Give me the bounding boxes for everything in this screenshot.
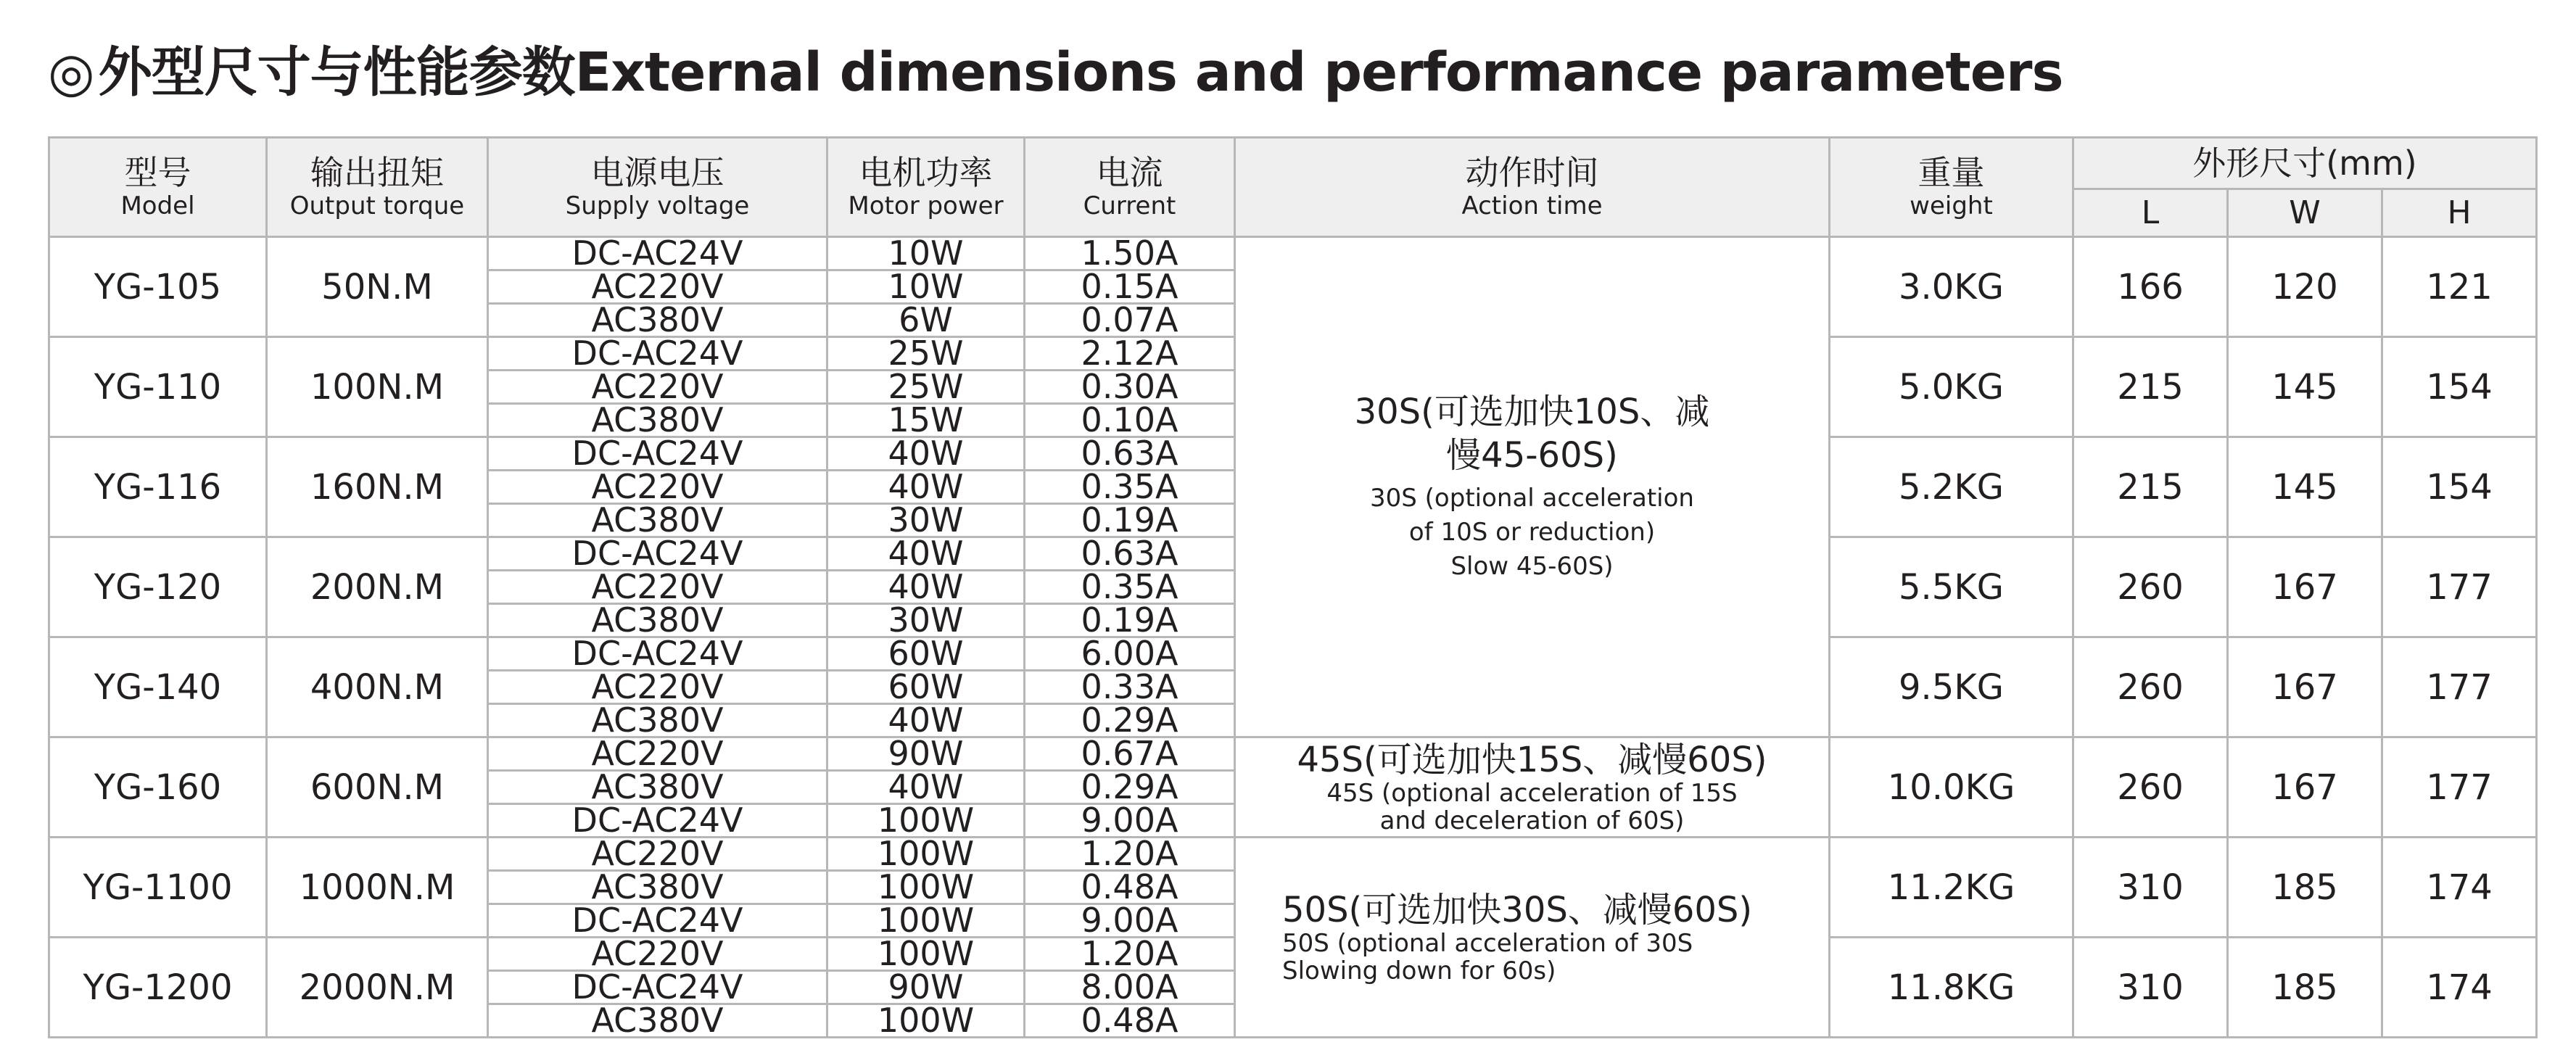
table-body [49,237,2537,1038]
voltage-value: AC380V [489,1003,826,1036]
action-en-line: 45S (optional acceleration of 15S [1326,778,1738,808]
voltages-cell [488,437,827,537]
voltage-value: DC-AC24V [571,336,743,373]
weight-cell: 5.5KG [1830,537,2073,637]
voltage-value: AC380V [489,603,826,636]
power-value: 40W [828,569,1023,603]
header-current [1025,138,1235,237]
dim-l-cell: 260 [2073,537,2228,637]
torque-cell: 100N.M [267,337,488,437]
torque-cell: 1000N.M [267,838,488,938]
header-torque [267,138,488,237]
power-value: 40W [828,703,1023,736]
table-row [49,838,2537,938]
power-value: 100W [828,803,1023,836]
action-en-line: of 10S or reduction) [1408,518,1656,547]
currents-cell [1025,938,1235,1038]
voltage-value: AC220V [591,837,724,873]
power-value: 10W [888,236,964,273]
voltages-cell [488,337,827,437]
voltage-value: AC220V [591,937,724,973]
current-value: 2.12A [1081,336,1178,373]
header-weight-en: weight [1910,191,1993,220]
voltages-cell [488,537,827,637]
torque-cell: 160N.M [267,437,488,537]
voltages-cell [488,737,827,838]
weight-cell: 10.0KG [1830,737,2073,838]
table-row [49,737,2537,838]
dim-h-cell: 174 [2382,838,2537,938]
header-current-en: Current [1083,191,1176,220]
torque-cell: 2000N.M [267,938,488,1038]
dim-h-cell: 177 [2382,737,2537,838]
header-weight [1830,138,2073,237]
header-action-en: Action time [1461,191,1603,220]
weight-cell: 9.5KG [1830,637,2073,737]
current-value: 0.07A [1025,302,1234,336]
action-zh-line: 慢45-60S) [1446,435,1618,476]
dim-h-cell: 174 [2382,938,2537,1038]
currents-cell [1025,437,1235,537]
power-value: 15W [828,402,1023,436]
header-power [827,138,1025,237]
current-value: 1.20A [1081,937,1178,973]
current-value: 9.00A [1025,903,1234,936]
voltage-value: DC-AC24V [489,903,826,936]
power-value: 100W [828,1003,1023,1036]
header-torque-zh: 输出扭矩 [310,153,444,192]
powers-cell [827,337,1025,437]
powers-cell [827,637,1025,737]
voltage-value: AC380V [489,302,826,336]
current-value: 8.00A [1025,970,1234,1003]
power-value: 40W [888,437,964,473]
header-power-en: Motor power [848,191,1004,220]
voltage-value: AC220V [489,469,826,503]
voltage-value: DC-AC24V [489,970,826,1003]
header-model [49,138,267,237]
header-dim-w: W [2228,189,2382,237]
torque-cell: 400N.M [267,637,488,737]
dim-l-cell: 215 [2073,337,2228,437]
power-value: 60W [828,669,1023,703]
header-power-zh: 电机功率 [859,153,993,192]
action-en-line: 30S (optional acceleration [1370,484,1694,513]
torque-cell: 600N.M [267,737,488,838]
double-circle-icon: ◎ [48,41,94,104]
current-value: 0.35A [1025,569,1234,603]
power-value: 100W [828,869,1023,903]
header-action-zh: 动作时间 [1465,153,1599,192]
voltage-value: AC220V [489,269,826,302]
header-model-zh: 型号 [124,153,191,192]
header-voltage-zh: 电源电压 [590,153,724,192]
header-model-en: Model [120,191,195,220]
currents-cell [1025,537,1235,637]
page-title-text: 外型尺寸与性能参数External dimensions and performance parameters [98,41,2063,104]
powers-cell [827,737,1025,838]
current-value: 0.63A [1081,537,1178,573]
voltage-value: AC220V [489,569,826,603]
dim-l-cell: 215 [2073,437,2228,537]
dim-h-cell: 177 [2382,537,2537,637]
dim-l-cell: 166 [2073,237,2228,337]
model-cell: YG-110 [49,337,267,437]
dim-w-cell: 185 [2228,938,2382,1038]
powers-cell [827,537,1025,637]
voltage-value: DC-AC24V [571,236,743,273]
weight-cell: 11.8KG [1830,938,2073,1038]
current-value: 1.50A [1081,236,1178,273]
dim-l-cell: 310 [2073,838,2228,938]
powers-cell [827,838,1025,938]
action-time-cell [1235,737,1830,838]
power-value: 40W [828,469,1023,503]
header-current-zh: 电流 [1096,153,1163,192]
current-value: 1.20A [1081,837,1178,873]
power-value: 6W [828,302,1023,336]
current-value: 0.19A [1025,603,1234,636]
voltage-value: DC-AC24V [489,803,826,836]
currents-cell [1025,237,1235,337]
model-cell: YG-1200 [49,938,267,1038]
dim-w-cell: 185 [2228,838,2382,938]
current-value: 0.29A [1025,703,1234,736]
power-value: 30W [828,603,1023,636]
current-value: 0.19A [1025,503,1234,536]
action-en-line: Slow 45-60S) [1450,552,1614,581]
currents-cell [1025,737,1235,838]
currents-cell [1025,637,1235,737]
currents-cell [1025,838,1235,938]
header-weight-zh: 重量 [1917,153,1985,192]
action-time-cell [1235,838,1830,1038]
current-value: 0.10A [1025,402,1234,436]
action-zh-line: 30S(可选加快10S、减 [1354,392,1710,432]
currents-cell [1025,337,1235,437]
power-value: 60W [888,637,964,673]
model-cell: YG-105 [49,237,267,337]
voltage-value: AC380V [489,503,826,536]
powers-cell [827,437,1025,537]
power-value: 100W [828,903,1023,936]
header-dimensions: 外形尺寸(mm) [2073,138,2537,189]
dim-w-cell: 167 [2228,537,2382,637]
power-value: 40W [828,769,1023,803]
header-action [1235,138,1830,237]
action-zh-line: 45S(可选加快15S、减慢60S) [1297,739,1767,780]
dim-l-cell: 260 [2073,737,2228,838]
voltages-cell [488,938,827,1038]
voltage-value: AC220V [489,369,826,402]
dim-w-cell: 120 [2228,237,2382,337]
voltage-value: AC380V [489,402,826,436]
power-value: 100W [877,937,975,973]
model-cell: YG-140 [49,637,267,737]
dim-h-cell: 154 [2382,437,2537,537]
current-value: 0.15A [1025,269,1234,302]
header-voltage [488,138,827,237]
voltage-value: DC-AC24V [571,437,743,473]
current-value: 0.48A [1025,869,1234,903]
dim-w-cell: 167 [2228,637,2382,737]
dim-l-cell: 260 [2073,637,2228,737]
dim-h-cell: 177 [2382,637,2537,737]
power-value: 90W [828,970,1023,1003]
power-value: 30W [828,503,1023,536]
performance-table [48,136,2538,1038]
current-value: 0.30A [1025,369,1234,402]
model-cell: YG-160 [49,737,267,838]
current-value: 0.63A [1081,437,1178,473]
table-row [49,237,2537,337]
dim-h-cell: 154 [2382,337,2537,437]
current-value: 0.29A [1025,769,1234,803]
voltage-value: AC380V [489,703,826,736]
action-time-cell [1235,237,1830,737]
model-cell: YG-1100 [49,838,267,938]
power-value: 40W [888,537,964,573]
dim-w-cell: 145 [2228,437,2382,537]
action-zh-line: 50S(可选加快30S、减慢60S) [1282,889,1753,930]
model-cell: YG-116 [49,437,267,537]
power-value: 90W [888,737,964,773]
voltage-value: AC220V [591,737,724,773]
torque-cell: 50N.M [267,237,488,337]
voltages-cell [488,237,827,337]
dim-w-cell: 167 [2228,737,2382,838]
header-dim-h: H [2382,189,2537,237]
power-value: 25W [888,336,964,373]
voltage-value: DC-AC24V [571,637,743,673]
power-value: 10W [828,269,1023,302]
dim-h-cell: 121 [2382,237,2537,337]
power-value: 100W [877,837,975,873]
action-en-line: and deceleration of 60S) [1379,806,1685,835]
current-value: 0.67A [1081,737,1178,773]
current-value: 0.35A [1025,469,1234,503]
model-cell: YG-120 [49,537,267,637]
voltage-value: AC220V [489,669,826,703]
power-value: 25W [828,369,1023,402]
weight-cell: 11.2KG [1830,838,2073,938]
powers-cell [827,237,1025,337]
current-value: 6.00A [1081,637,1178,673]
action-en-line: 50S (optional acceleration of 30S [1282,928,1693,958]
header-voltage-en: Supply voltage [565,191,750,220]
action-en-line: Slowing down for 60s) [1282,956,1556,985]
weight-cell: 3.0KG [1830,237,2073,337]
header-torque-en: Output torque [289,191,465,220]
voltage-value: DC-AC24V [571,537,743,573]
header-dim-l: L [2073,189,2228,237]
powers-cell [827,938,1025,1038]
dim-w-cell: 145 [2228,337,2382,437]
voltages-cell [488,637,827,737]
voltage-value: AC380V [489,869,826,903]
current-value: 9.00A [1025,803,1234,836]
dim-l-cell: 310 [2073,938,2228,1038]
weight-cell: 5.2KG [1830,437,2073,537]
weight-cell: 5.0KG [1830,337,2073,437]
current-value: 0.33A [1025,669,1234,703]
torque-cell: 200N.M [267,537,488,637]
voltage-value: AC380V [489,769,826,803]
voltages-cell [488,838,827,938]
page-title [48,36,2063,109]
current-value: 0.48A [1025,1003,1234,1036]
